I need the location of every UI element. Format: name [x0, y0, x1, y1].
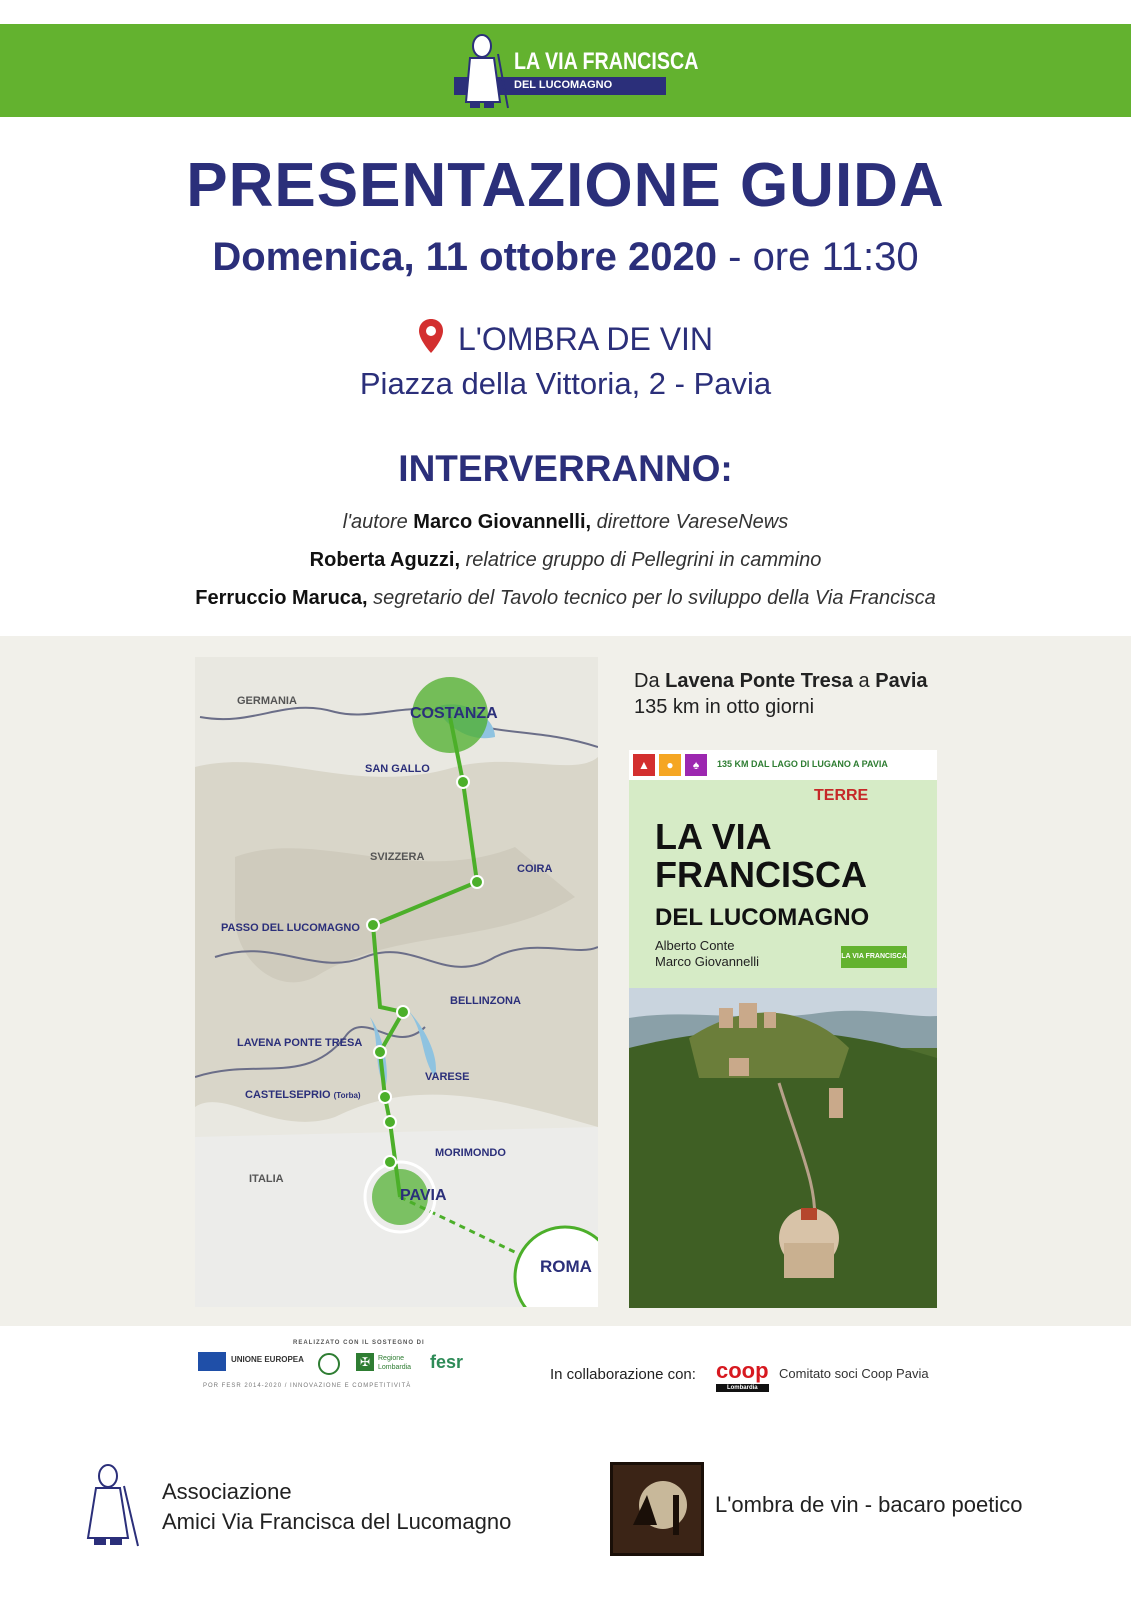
- map-label-country: GERMANIA: [237, 695, 297, 707]
- map-stop: SAN GALLO: [365, 763, 430, 775]
- logo-title: LA VIA FRANCISCA: [514, 48, 699, 75]
- book-authors: Alberto Conte Marco Giovannelli: [655, 938, 760, 969]
- coop-logo: coop Lombardia: [716, 1358, 769, 1391]
- eu-label: UNIONE EUROPEA: [231, 1355, 304, 1364]
- map-stop: BELLINZONA: [450, 995, 521, 1007]
- map-stop-pavia: PAVIA: [400, 1187, 447, 1204]
- map-label-country: SVIZZERA: [370, 851, 425, 863]
- publisher-logo: TERRE: [814, 787, 869, 804]
- accessible-icon: ♠: [685, 754, 707, 776]
- italy-emblem-icon: [318, 1353, 340, 1375]
- venue-address: Piazza della Vittoria, 2 - Pavia: [359, 366, 772, 401]
- pilgrim-logo-icon: [460, 32, 512, 112]
- route-map: [195, 657, 598, 1307]
- speaker-line: Ferruccio Maruca, segretario del Tavolo tecnico per lo sviluppo della Via Francisca: [195, 587, 936, 609]
- sponsor-label: REALIZZATO CON IL SOSTEGNO DI: [293, 1340, 425, 1346]
- book-description: Da Lavena Ponte Tresa a Pavia 135 km in otto giorni: [634, 670, 928, 718]
- book-cover-photo: [629, 988, 937, 1308]
- eu-flag-icon: [198, 1352, 226, 1371]
- por-fesr-label: POR FESR 2014-2020 / INNOVAZIONE E COMPETITIVITÀ: [203, 1383, 412, 1389]
- book-title: LA VIA FRANCISCA DEL LUCOMAGNO: [655, 816, 870, 931]
- event-date: Domenica, 11 ottobre 2020: [212, 235, 718, 279]
- association-logo-icon: [84, 1462, 142, 1550]
- association-name: Associazione Amici Via Francisca del Lucomagno: [162, 1479, 512, 1534]
- lombardia-icon: ✠: [356, 1353, 374, 1371]
- collab-label: In collaborazione con:: [550, 1366, 696, 1383]
- speaker-line: Roberta Aguzzi, relatrice gruppo di Pellegrini in cammino: [309, 549, 822, 571]
- route-map-graphic: [195, 657, 598, 1307]
- map-stop: PASSO DEL LUCOMAGNO: [221, 922, 360, 934]
- speaker-line: l'autore Marco Giovannelli, direttore VareseNews: [342, 511, 789, 533]
- fesr-logo: fesr: [430, 1352, 464, 1372]
- page-title: PRESENTAZIONE GUIDA: [186, 151, 945, 220]
- map-stop: CASTELSEPRIO (Torba): [245, 1089, 361, 1101]
- event-time: ore 11:30: [752, 235, 919, 279]
- bike-icon: ●: [659, 754, 681, 776]
- speakers-title: INTERVERRANNO:: [398, 448, 733, 489]
- map-stop-costanza: COSTANZA: [410, 705, 498, 722]
- sponsor-logos: [198, 1340, 508, 1398]
- map-label-country: ITALIA: [249, 1173, 284, 1185]
- book-tagline: 135 KM DAL LAGO DI LUGANO A PAVIA: [717, 759, 888, 769]
- ombra-de-vin-name: L'ombra de vin - bacaro poetico: [715, 1492, 1023, 1517]
- ombra-de-vin-logo-icon: [610, 1462, 704, 1556]
- logo-subtitle: DEL LUCOMAGNO: [514, 79, 613, 91]
- lombardia-label: Regione Lombardia: [378, 1355, 412, 1371]
- hiking-icon: ▲: [633, 754, 655, 776]
- event-date-time: [0, 235, 1131, 280]
- book-cover: [629, 750, 937, 1308]
- book-badge: LA VIA FRANCISCA: [841, 946, 907, 968]
- venue-name: L'OMBRA DE VIN: [457, 321, 714, 357]
- venue: [0, 318, 1131, 358]
- map-stop-roma: ROMA: [540, 1257, 592, 1276]
- map-pin-icon: [418, 318, 444, 354]
- map-stop: MORIMONDO: [435, 1147, 506, 1159]
- map-stop: VARESE: [425, 1071, 470, 1083]
- time-separator: -: [717, 235, 753, 279]
- comitato-label: Comitato soci Coop Pavia: [779, 1366, 929, 1381]
- map-stop: COIRA: [517, 863, 553, 875]
- map-stop: LAVENA PONTE TRESA: [237, 1037, 363, 1049]
